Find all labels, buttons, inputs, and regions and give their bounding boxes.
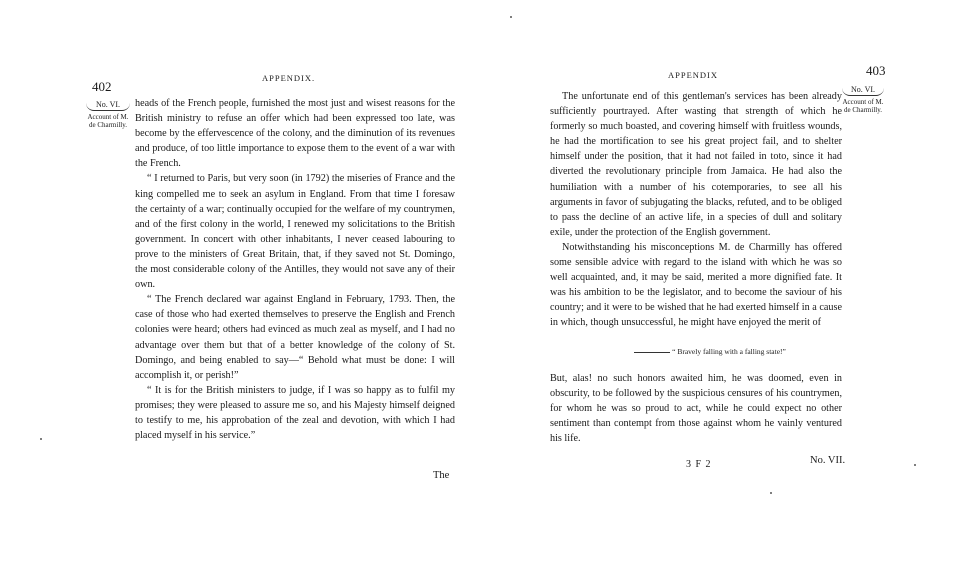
margin-note-right (842, 86, 884, 114)
margin-note-number: No. VI. (842, 86, 884, 96)
scan-speck (914, 464, 916, 466)
quote-dash (634, 352, 670, 353)
quote-text: “ Bravely falling with a falling state!” (672, 347, 786, 356)
margin-note-text: Account of M. de Charmilly. (842, 98, 884, 114)
margin-note-text: Account of M. de Charmilly. (87, 113, 129, 129)
page-number-left: 402 (92, 79, 112, 94)
paragraph: The unfortunate end of this gentleman's services has been already sufficiently pourtrayed. After wasting that strength of which he formerly so much boasted, and covering himself with fruitless wounds, he had the mortification to see his great project fail, and to shelter himself under the position, that it had not failed in toto, since it had diverted the revolutionary principle from Jamaica. He had also the humiliation with a number of his cotemporaries, to see all his arguments in favor of subjugating the blacks, refuted, and to be obliged to pass the decline of an active life, in a species of dull and solitary exile, under the protection of the English government. (550, 91, 842, 238)
scan-speck (510, 16, 512, 18)
verse-quote (600, 347, 820, 356)
paragraph: heads of the French people, furnished the most just and wisest reasons for the British ministry to refuse an offer which had been expressed too late, was become by the effervescence of the colony, and the diminution of its revenues and produce, of too little importance to expose them to the event of a war with the French. (135, 98, 455, 170)
paragraph: “ It is for the British ministers to judge, if I was so happy as to fulfil my promises; they were pleased to assure me so, and his Majesty himself deigned to testify to me, his approbation of the zeal and devotion, with which I had placed myself in his service.” (135, 384, 455, 442)
catchword-left: The (433, 470, 450, 481)
margin-note-number: No. VI. (86, 101, 130, 111)
running-head-right: APPENDIX (668, 70, 719, 80)
paragraph: Notwithstanding his misconceptions M. de Charmilly has offered some sensible advice with regard to the island with which he was so well acquainted, and, it may be said, merited a more dignified fate. It was his ambition to be the legislator, and to become the saviour of his country; and it were to be wished that he had exerted himself in a cause in which, though unsuccessful, he might have enjoyed the merit of (550, 241, 842, 329)
paragraph: “ The French declared war against England in February, 1793. Then, the case of those who had exerted themselves to preserve the English and French colonies were heard; others had evinced as much zeal as myself, and I had no advantage over them but that of a better knowledge of the colony of St. Domingo, and being enabled to say—“ Behold what must be done: I will accomplish it, or perish!” (135, 294, 455, 381)
scan-speck (40, 438, 42, 440)
page-number-right: 403 (866, 63, 886, 78)
closing-text (550, 371, 842, 446)
catchword-right: No. VII. (810, 455, 846, 466)
right-page (490, 0, 980, 566)
margin-note-left (86, 101, 130, 129)
left-body-text (135, 96, 455, 443)
paragraph: “ I returned to Paris, but very soon (in 1792) the miseries of France and the king compelled me to seek an asylum in England. From that time I foresaw the certainty of a war; continually occupied for the welfare of my countrymen, and of the first colony in the world, I renewed my solicitations to the British government. In concert with other inhabitants, I never ceased labouring to prove to the ministers of Great Britain, that, if they saved not St. Domingo, the most considerable colony of the Antilles, they would not save any of their own. (135, 173, 455, 291)
right-body-text (550, 89, 842, 331)
scan-speck (770, 492, 772, 494)
signature-mark: 3 F 2 (686, 459, 712, 470)
running-head-left: APPENDIX. (262, 73, 316, 83)
paragraph: But, alas! no such honors awaited him, he was doomed, even in obscurity, to be followed by the suspicious censures of his countrymen, for whom he was so proud to act, while he could expect no other sentiment than contempt from those against whom he vainly ventured his life. (550, 373, 842, 445)
